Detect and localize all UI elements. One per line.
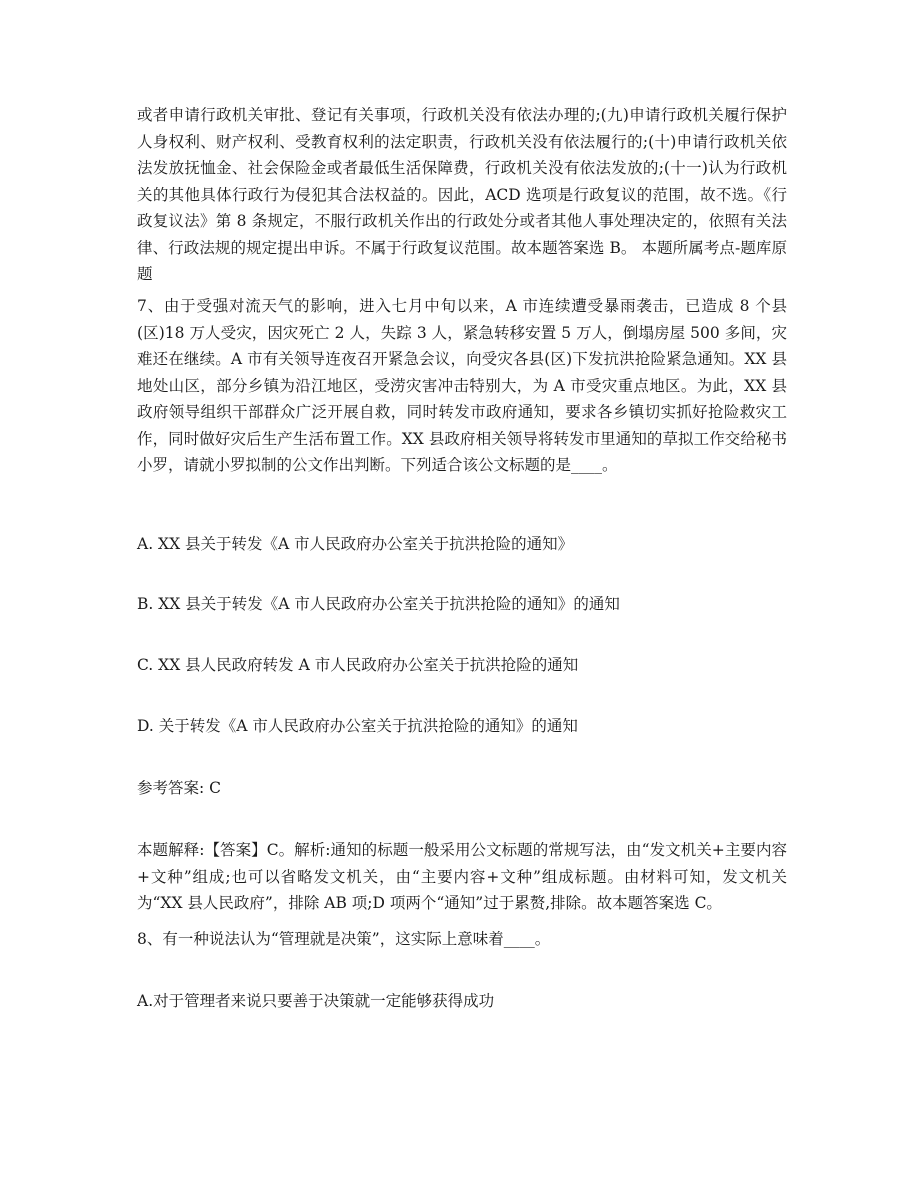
previous-explanation-continuation: 或者申请行政机关审批、登记有关事项，行政机关没有依法办理的;(九)申请行政机关履行保护人身权利、财产权利、受教育权利的法定职责，行政机关没有依法履行的;(十)申请行政机关依法发放抚恤金、社会保险金或者最低生活保障费，行政机关没有依法发放的;(十一)认为行政机关的其他具体行政行为侵犯其合法权益的。因此，ACD 选项是行政复议的范围，故不选。《行政复议法》第 8 条规定，不服行政机关作出的行政处分或者其他人事处理决定的，依照有关法律、行政法规的规定提出申诉。不属于行政复议范围。故本题答案选 B。 本题所属考点-题库原题 <box>137 106 787 283</box>
question-7-option-b: B. XX 县关于转发《A 市人民政府办公室关于抗洪抢险的通知》的通知 <box>137 595 620 613</box>
question-7-option-c: C. XX 县人民政府转发 A 市人民政府办公室关于抗洪抢险的通知 <box>137 656 579 674</box>
question-7-option-d: D. 关于转发《A 市人民政府办公室关于抗洪抢险的通知》的通知 <box>137 717 578 735</box>
question-7-explanation: 本题解释:【答案】C。解析:通知的标题一般采用公文标题的常规写法，由“发文机关+主要内容+文种”组成;也可以省略发文机关，由“主要内容+文种”组成标题。由材料可知，发文机关为“XX 县人民政府”，排除 AB 项;D 项两个“通知”过于累赘,排除。故本题答案选 C。 <box>137 841 787 912</box>
question-8-stem: 8、有一种说法认为“管理就是决策”，这实际上意味着____。 <box>137 930 551 948</box>
question-8-option-a: A.对于管理者来说只要善于决策就一定能够获得成功 <box>137 992 495 1010</box>
question-7-stem: 7、由于受强对流天气的影响，进入七月中旬以来，A 市连续遭受暴雨袭击，已造成 8 个县(区)18 万人受灾，因灾死亡 2 人，失踪 3 人，紧急转移安置 5 万人，倒塌房屋 500 多间，灾难还在继续。A 市有关领导连夜召开紧急会议，向受灾各县(区)下发抗洪抢险紧急通知。XX 县地处山区，部分乡镇为沿江地区，受涝灾害冲击特别大，为 A 市受灾重点地区。为此，XX 县政府领导组织干部群众广泛开展自救，同时转发市政府通知，要求各乡镇切实抓好抢险救灾工作，同时做好灾后生产生活布置工作。XX 县政府相关领导将转发市里通知的草拟工作交给秘书小罗，请就小罗拟制的公文作出判断。下列适合该公文标题的是____。 <box>137 297 787 474</box>
question-7-answer: 参考答案: C <box>137 779 222 797</box>
question-7-option-a: A. XX 县关于转发《A 市人民政府办公室关于抗洪抢险的通知》 <box>137 535 574 553</box>
